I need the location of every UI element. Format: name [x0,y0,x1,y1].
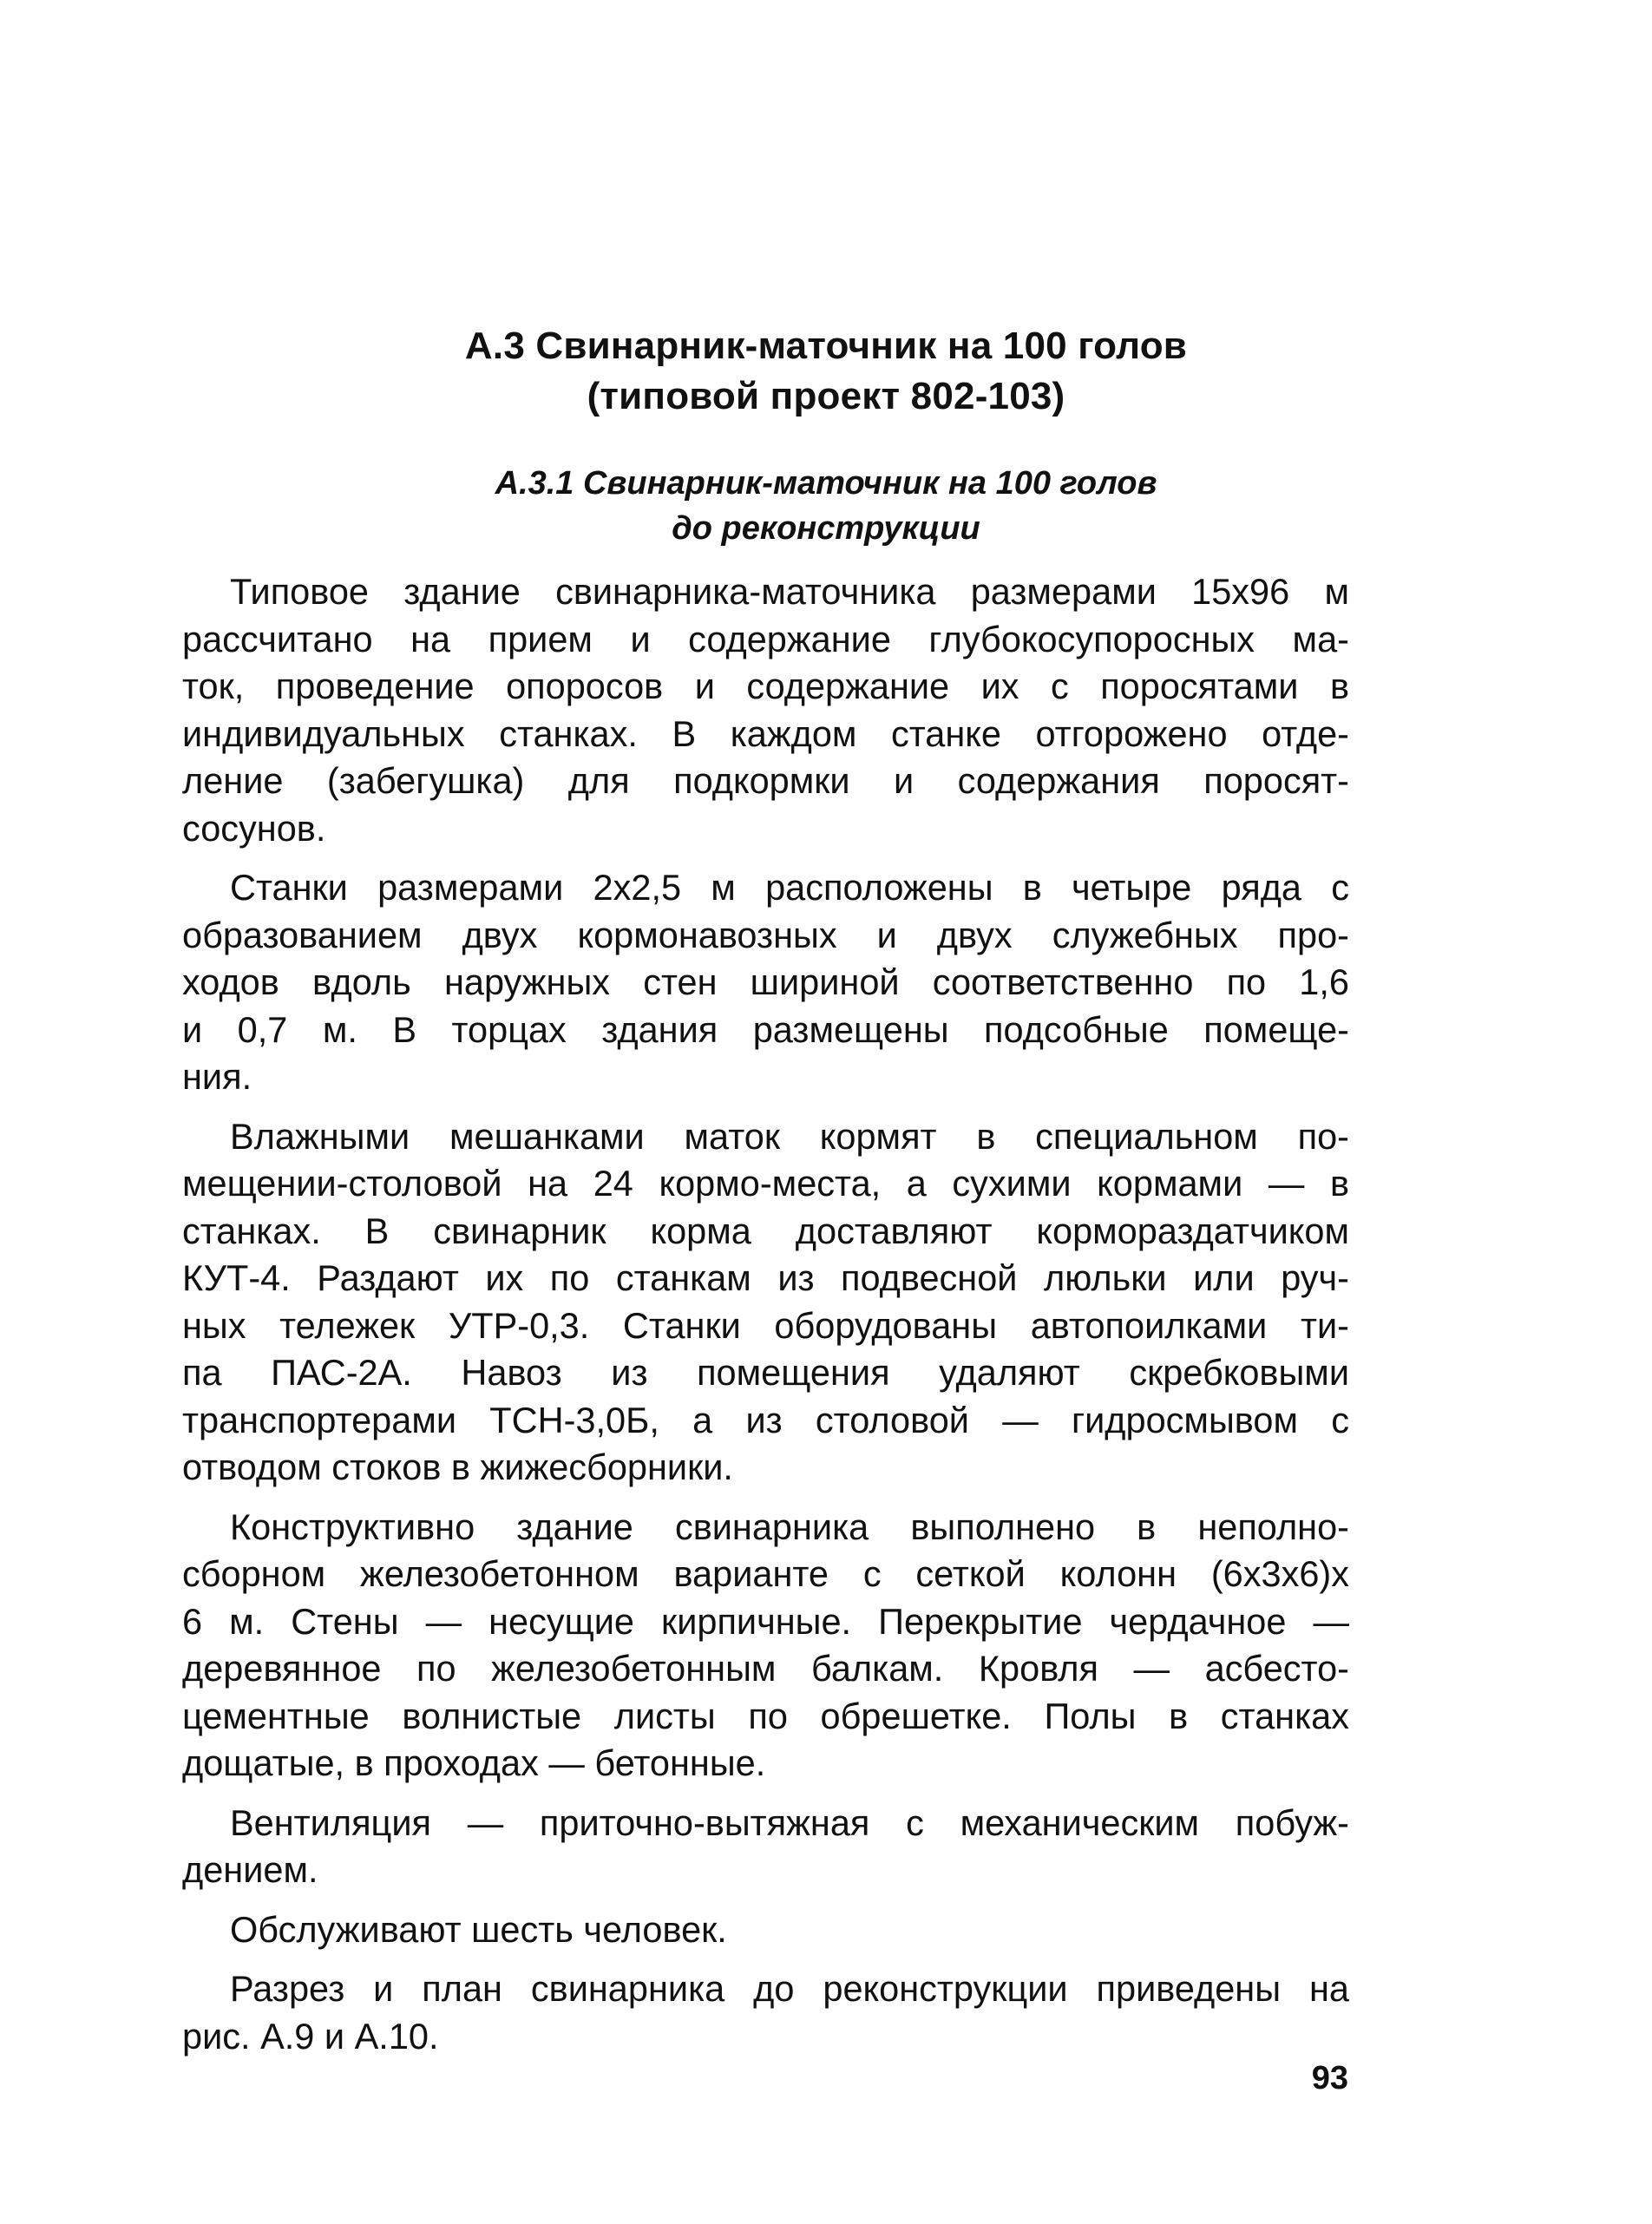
paragraph [182,1113,1349,1492]
subsection-title-line-2: до реконструкции [672,510,980,547]
section-title-line-2: (типовой проект 802-103) [587,375,1065,417]
paragraph [182,1800,1349,1894]
paragraph-line: рассчитано на прием и содержание глубокосупоросных ма- [182,618,1349,659]
paragraph-line: дощатые, в проходах — бетонные. [182,1742,766,1783]
paragraph-line: Конструктивно здание свинарника выполнено в неполно- [230,1506,1349,1547]
paragraph-line: Обслуживают шесть человек. [230,1908,727,1950]
paragraph-line: цементные волнистые листы по обрешетке. Полы в станках [182,1695,1349,1736]
paragraph-line: ходов вдоль наружных стен шириной соответственно по 1,6 [182,961,1349,1002]
paragraph-line: отводом стоков в жижесборники. [182,1447,733,1487]
paragraph-line: Вентиляция — приточно-вытяжная с механическим побуж- [230,1801,1349,1843]
paragraph-line: Станки размерами 2х2,5 м расположены в четыре ряда с [230,867,1349,908]
paragraph-line: и 0,7 м. В торцах здания размещены подсобные помеще- [182,1008,1349,1050]
paragraph-line: ных тележек УТР-0,3. Станки оборудованы автопоилками ти- [182,1304,1349,1346]
page-number: 93 [1311,2060,1348,2096]
paragraph-line: транспортерами ТСН-3,0Б, а из столовой — гидросмывом с [182,1399,1349,1440]
paragraph-line: КУТ-4. Раздают их по станкам из подвесной люльки или руч- [182,1257,1349,1298]
paragraph [182,1965,1349,2060]
paragraph-line: мещении-столовой на 24 кормо-места, а сухими кормами — в [182,1163,1349,1204]
paragraph-line: Типовое здание свинарника-маточника размерами 15х96 м [230,571,1349,612]
paragraph [182,568,1349,852]
subsection-title [182,461,1470,551]
paragraph-line: ток, проведение опоросов и содержание их с поросятами в [182,666,1349,706]
paragraph-line: станках. В свинарник корма доставляют кормораздатчиком [182,1210,1349,1251]
paragraph-line: Разрез и план свинарника до реконструкции приведены на [230,1968,1349,2009]
paragraph [182,864,1349,1101]
paragraph-line: рис. А.9 и А.10. [182,2015,439,2057]
paragraph [182,1504,1349,1788]
paragraph-line: дением. [182,1849,318,1890]
body-text [182,568,1349,2072]
paragraph-line: сборном железобетонном варианте с сеткой колонн (6х3х6)х [182,1553,1349,1594]
paragraph [182,1906,1349,1954]
paragraph-line: 6 м. Стены — несущие кирпичные. Перекрытие чердачное — [182,1600,1349,1642]
paragraph-line: Влажными мешанками маток кормят в специальном по- [230,1115,1349,1157]
section-title-line-1: А.3 Свинарник-маточник на 100 голов [464,325,1188,367]
paragraph-line: ния. [182,1056,252,1097]
subsection-title-line-1: А.3.1 Свинарник-маточник на 100 голов [495,465,1157,502]
paragraph-line: сосунов. [182,807,326,849]
paragraph-line: ление (забегушка) для подкормки и содержания поросят- [182,760,1349,801]
paragraph-line: па ПАС-2А. Навоз из помещения удаляют скребковыми [182,1352,1349,1393]
section-title [182,321,1470,422]
paragraph-line: деревянное по железобетонным балкам. Кровля — асбесто- [182,1648,1349,1689]
paragraph-line: индивидуальных станках. В каждом станке отгорожено отде- [182,712,1349,754]
paragraph-line: образованием двух кормонавозных и двух служебных про- [182,914,1349,955]
